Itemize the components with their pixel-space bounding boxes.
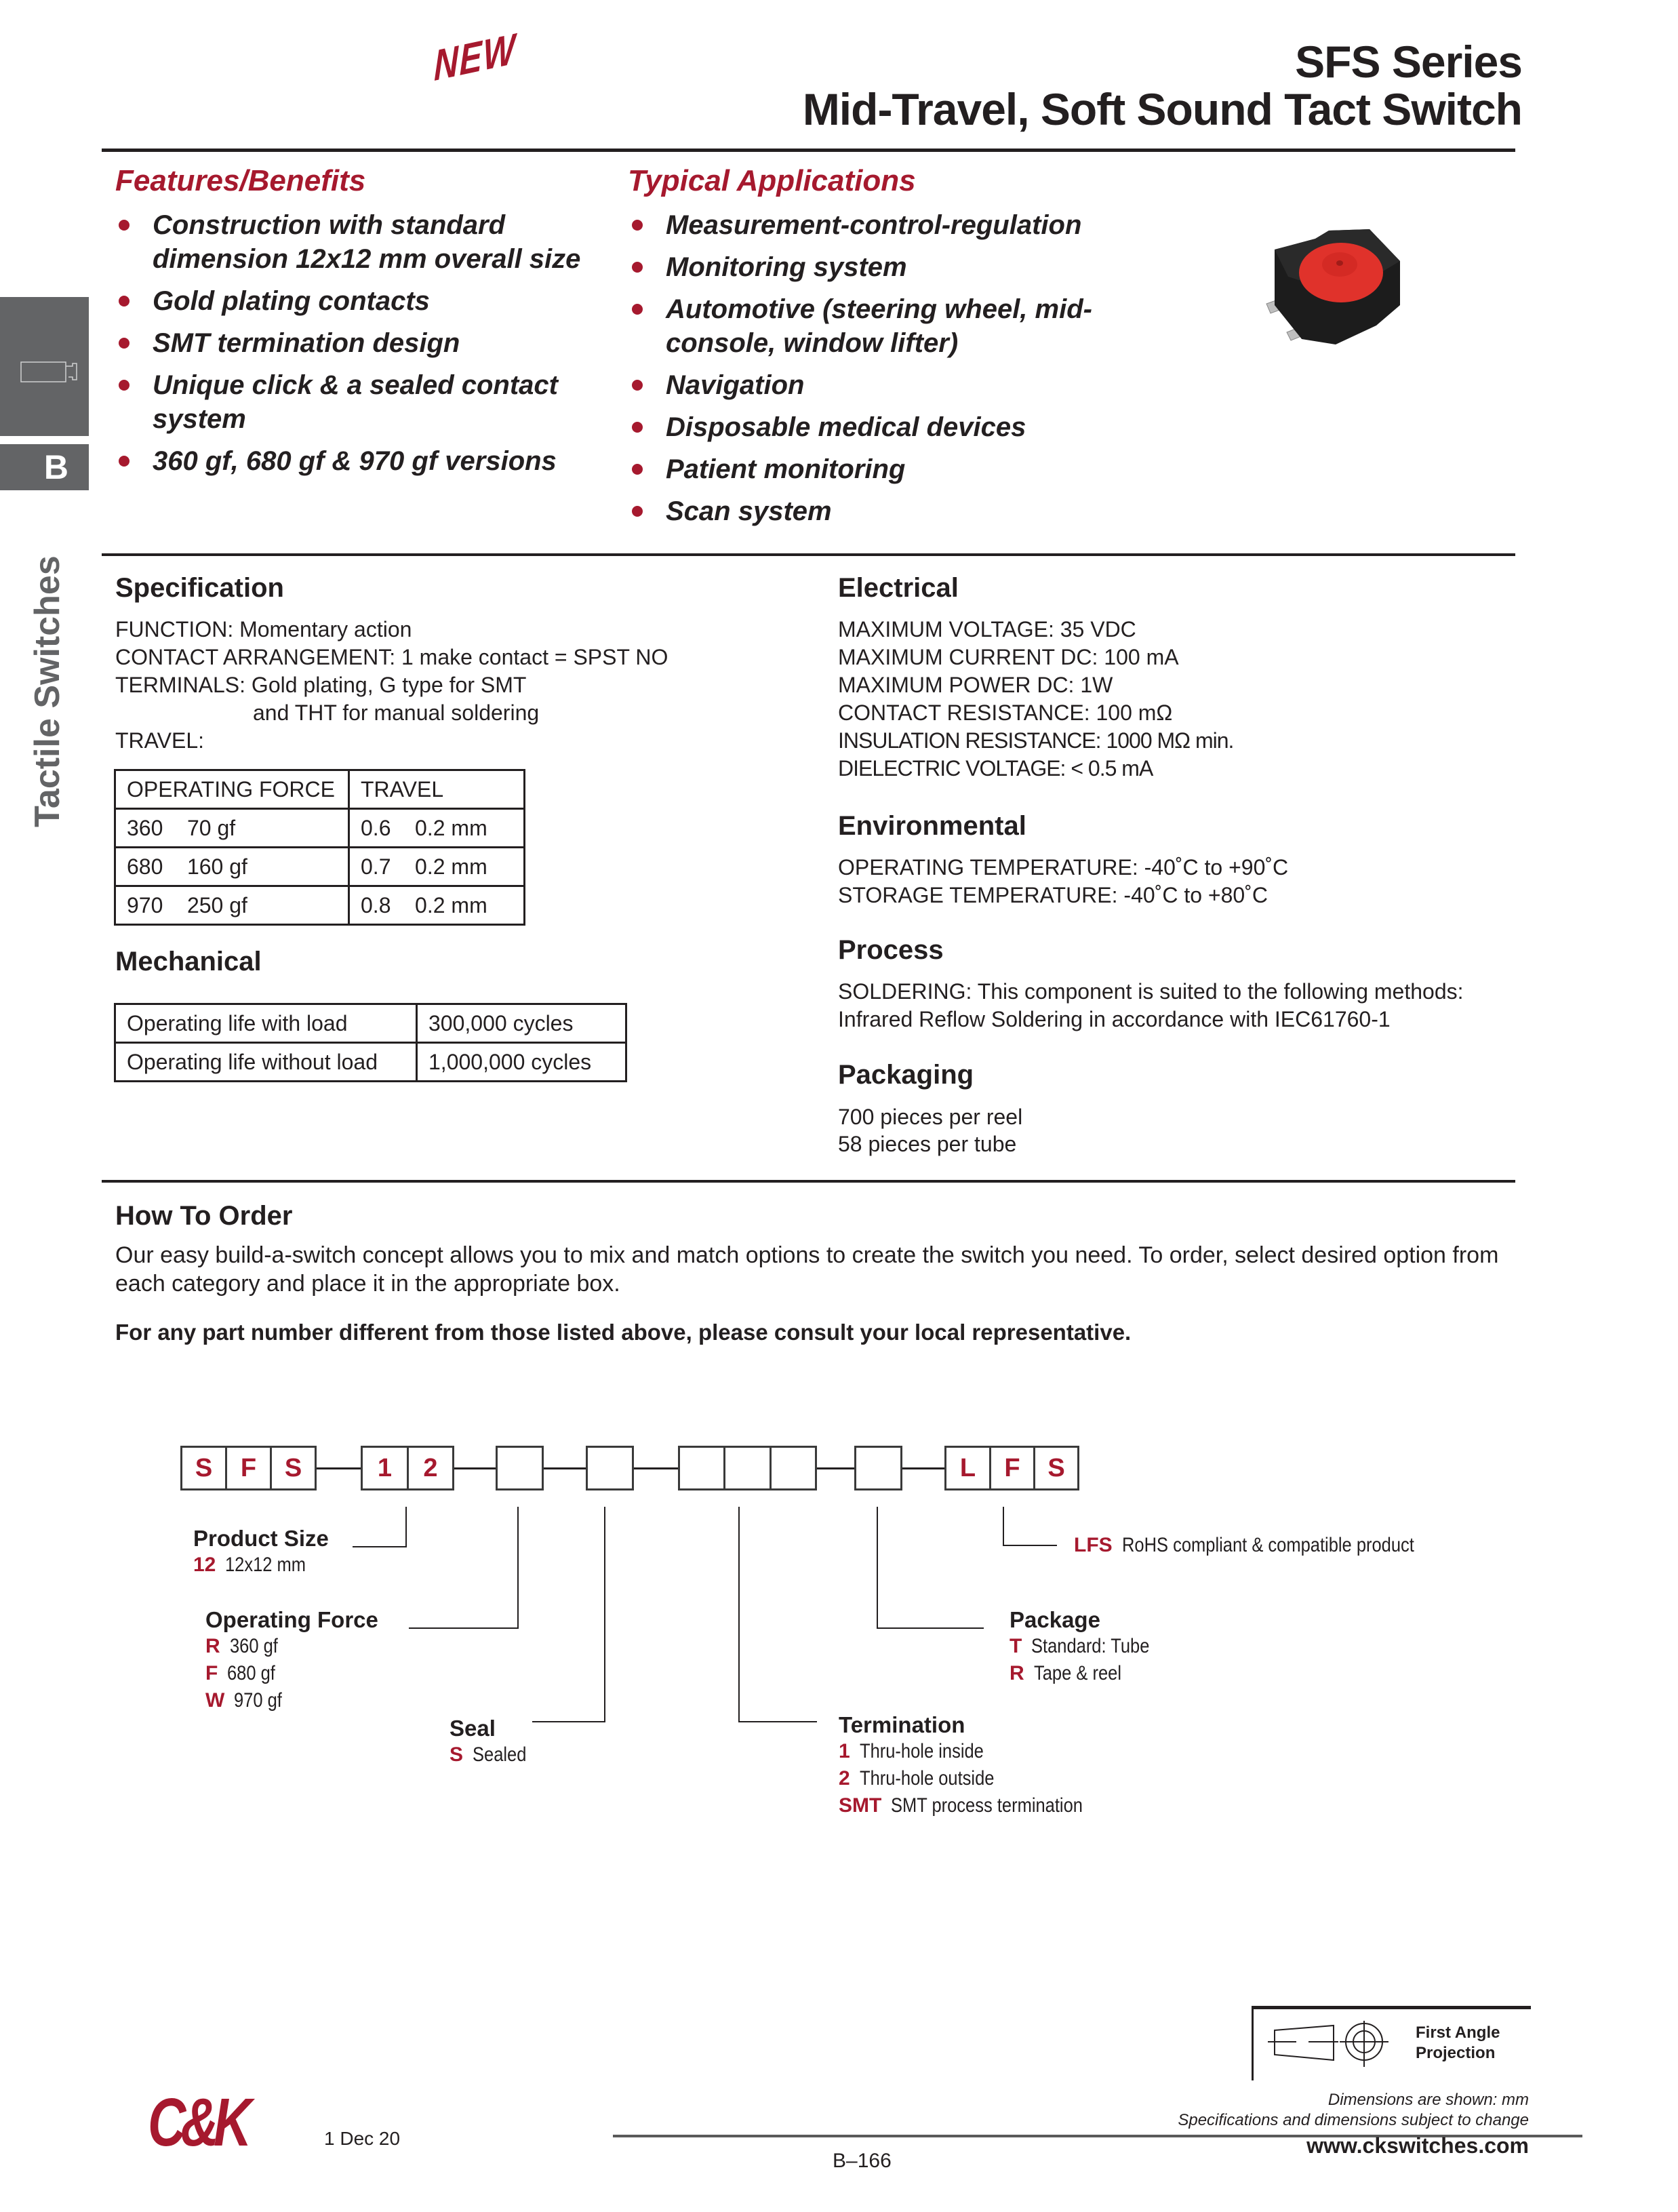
how-to-order-title: How To Order — [115, 1201, 293, 1231]
electrical-title: Electrical — [838, 573, 959, 603]
bullet-icon — [632, 262, 643, 273]
application-item: Disposable medical devices — [632, 410, 1120, 444]
option-title: Termination — [839, 1712, 965, 1737]
option-title: Seal — [450, 1716, 496, 1741]
option-title: Operating Force — [205, 1607, 378, 1632]
website-link[interactable]: www.ckswitches.com — [1306, 2133, 1529, 2158]
environmental-line: OPERATING TEMPERATURE: -40˚C to +90˚C — [838, 855, 1289, 880]
option-item: S Sealed — [450, 1743, 527, 1766]
code-box-termination-1[interactable] — [678, 1446, 725, 1490]
header-travel: TRAVEL — [349, 770, 525, 809]
leader-line — [738, 1507, 740, 1722]
option-rohs: LFS RoHS compliant & compatible product — [1074, 1534, 1414, 1556]
option-item: 1 Thru-hole inside — [839, 1740, 984, 1762]
header-rule — [102, 149, 1515, 152]
leader-line — [532, 1721, 605, 1722]
application-item: Automotive (steering wheel, mid-console, window lifter) — [632, 292, 1120, 360]
feature-item: Unique click & a sealed contact system — [119, 368, 607, 436]
table-row: Operating life without load 1,000,000 cycles — [115, 1043, 626, 1082]
feature-item: Construction with standard dimension 12x12 mm overall size — [119, 208, 607, 276]
leader-line — [604, 1507, 605, 1722]
code-box-operating-force[interactable] — [496, 1446, 544, 1490]
company-logo: C&K — [148, 2085, 247, 2160]
application-item: Measurement-control-regulation — [632, 208, 1120, 242]
option-item: F 680 gf — [205, 1662, 276, 1684]
option-item: W 970 gf — [205, 1689, 283, 1712]
page-number: B–166 — [833, 2150, 892, 2172]
switch-outline-icon — [0, 297, 89, 436]
code-box-prefix-1: S — [180, 1446, 227, 1490]
application-item: Patient monitoring — [632, 452, 1120, 486]
leader-line — [1003, 1545, 1057, 1546]
code-box-size-1: 1 — [361, 1446, 409, 1490]
option-group-package — [1010, 1607, 1170, 1687]
electrical-line: INSULATION RESISTANCE: 1000 MΩ min. — [838, 728, 1234, 753]
table-row: Operating life with load 300,000 cycles — [115, 1004, 626, 1043]
projection-box-top — [1252, 2006, 1531, 2009]
option-item: 12 12x12 mm — [193, 1554, 306, 1576]
bullet-icon — [119, 380, 129, 391]
travel-table — [114, 769, 525, 926]
bullet-icon — [632, 220, 643, 231]
product-subtitle: Mid-Travel, Soft Sound Tact Switch — [802, 84, 1522, 134]
how-to-order-paragraph: Our easy build-a-switch concept allows you to mix and match options to create the switch you need. To order, select desired option from each category and place it in the appropriate box. — [115, 1242, 1499, 1297]
specification-title: Specification — [115, 573, 284, 603]
spec-terminals-cont: and THT for manual soldering — [253, 700, 540, 725]
environmental-title: Environmental — [838, 811, 1026, 841]
bullet-icon — [632, 506, 643, 517]
option-title: Package — [1010, 1607, 1100, 1632]
electrical-line: DIELECTRIC VOLTAGE: < 0.5 mA — [838, 756, 1153, 781]
section-rule — [102, 1180, 1515, 1183]
option-group-product-size — [193, 1526, 329, 1579]
spec-travel-label: TRAVEL: — [115, 728, 204, 753]
bullet-icon — [119, 456, 129, 467]
bullet-icon — [119, 220, 129, 231]
application-item: Scan system — [632, 494, 1120, 528]
code-box-prefix-3: S — [270, 1446, 317, 1490]
application-item: Monitoring system — [632, 250, 1120, 284]
leader-line — [405, 1507, 407, 1547]
leader-line — [353, 1546, 407, 1547]
option-item: SMT SMT process termination — [839, 1794, 1083, 1817]
side-tab-panel — [0, 297, 89, 436]
mechanical-title: Mechanical — [115, 947, 262, 976]
dimensions-note: Dimensions are shown: mm — [1327, 2091, 1529, 2109]
section-rule — [102, 553, 1515, 556]
feature-item: Gold plating contacts — [119, 284, 607, 318]
leader-line — [877, 1507, 878, 1629]
bullet-icon — [119, 338, 129, 349]
packaging-line: 58 pieces per tube — [838, 1132, 1017, 1156]
spec-contact-arrangement: CONTACT ARRANGEMENT: 1 make contact = SPST NO — [115, 645, 668, 669]
application-item: Navigation — [632, 368, 1120, 402]
bullet-icon — [632, 380, 643, 391]
table-row: 970 250 gf 0.8 0.2 mm — [115, 886, 525, 925]
subject-note: Specifications and dimensions subject to change — [1178, 2111, 1529, 2129]
option-item: R Tape & reel — [1010, 1662, 1121, 1684]
table-header-row — [115, 770, 525, 809]
option-title: Product Size — [193, 1526, 329, 1551]
features-title: Features/Benefits — [115, 164, 366, 197]
electrical-line: MAXIMUM CURRENT DC: 100 mA — [838, 645, 1179, 669]
projection-box-left — [1252, 2006, 1254, 2080]
option-group-operating-force — [205, 1607, 378, 1714]
packaging-title: Packaging — [838, 1060, 974, 1090]
bullet-icon — [119, 296, 129, 307]
leader-line — [409, 1627, 519, 1629]
bullet-icon — [632, 422, 643, 433]
first-angle-projection-icon — [1268, 2021, 1390, 2068]
spec-function: FUNCTION: Momentary action — [115, 617, 412, 641]
code-box-prefix-2: F — [225, 1446, 272, 1490]
code-box-seal[interactable] — [586, 1446, 634, 1490]
mechanical-table — [114, 1003, 627, 1082]
section-name: Tactile Switches — [28, 555, 67, 827]
environmental-line: STORAGE TEMPERATURE: -40˚C to +80˚C — [838, 883, 1268, 907]
table-row: 360 70 gf 0.6 0.2 mm — [115, 809, 525, 848]
code-box-suffix-2: F — [989, 1446, 1035, 1490]
option-group-termination — [839, 1712, 1117, 1819]
packaging-line: 700 pieces per reel — [838, 1105, 1023, 1129]
new-badge: NEW — [434, 24, 517, 90]
features-list — [119, 208, 607, 486]
option-item: T Standard: Tube — [1010, 1635, 1150, 1657]
leader-line — [877, 1627, 984, 1629]
electrical-line: MAXIMUM VOLTAGE: 35 VDC — [838, 617, 1136, 641]
leader-line — [1003, 1507, 1004, 1546]
leader-line — [517, 1507, 519, 1629]
feature-item: SMT termination design — [119, 326, 607, 360]
process-title: Process — [838, 935, 944, 965]
feature-item: 360 gf, 680 gf & 970 gf versions — [119, 444, 607, 478]
code-box-termination-2[interactable] — [723, 1446, 772, 1490]
header-operating-force: OPERATING FORCE — [115, 770, 349, 809]
code-box-suffix-1: L — [944, 1446, 991, 1490]
code-box-termination-3[interactable] — [770, 1446, 817, 1490]
projection-label: First Angle Projection — [1416, 2023, 1500, 2062]
how-to-order-note: For any part number different from those listed above, please consult your local representative. — [115, 1320, 1132, 1345]
applications-title: Typical Applications — [628, 164, 916, 197]
bullet-icon — [632, 464, 643, 475]
product-photo — [1261, 224, 1424, 353]
spec-terminals: TERMINALS: Gold plating, G type for SMT — [115, 673, 527, 697]
electrical-line: CONTACT RESISTANCE: 100 mΩ — [838, 700, 1173, 725]
bullet-icon — [632, 304, 643, 315]
applications-list — [632, 208, 1120, 536]
process-line: SOLDERING: This component is suited to the following methods: — [838, 979, 1464, 1004]
option-group-seal — [450, 1716, 536, 1769]
code-box-suffix-3: S — [1033, 1446, 1079, 1490]
publication-date: 1 Dec 20 — [324, 2128, 401, 2149]
leader-line — [738, 1721, 817, 1722]
process-line: Infrared Reflow Soldering in accordance with IEC61760-1 — [838, 1007, 1391, 1031]
code-box-size-2: 2 — [407, 1446, 454, 1490]
code-box-package[interactable] — [854, 1446, 902, 1490]
table-row: 680 160 gf 0.7 0.2 mm — [115, 848, 525, 886]
option-item: R 360 gf — [205, 1635, 278, 1657]
electrical-line: MAXIMUM POWER DC: 1W — [838, 673, 1113, 697]
option-item: 2 Thru-hole outside — [839, 1767, 995, 1790]
section-letter: B — [0, 444, 89, 490]
series-title: SFS Series — [1295, 37, 1522, 87]
